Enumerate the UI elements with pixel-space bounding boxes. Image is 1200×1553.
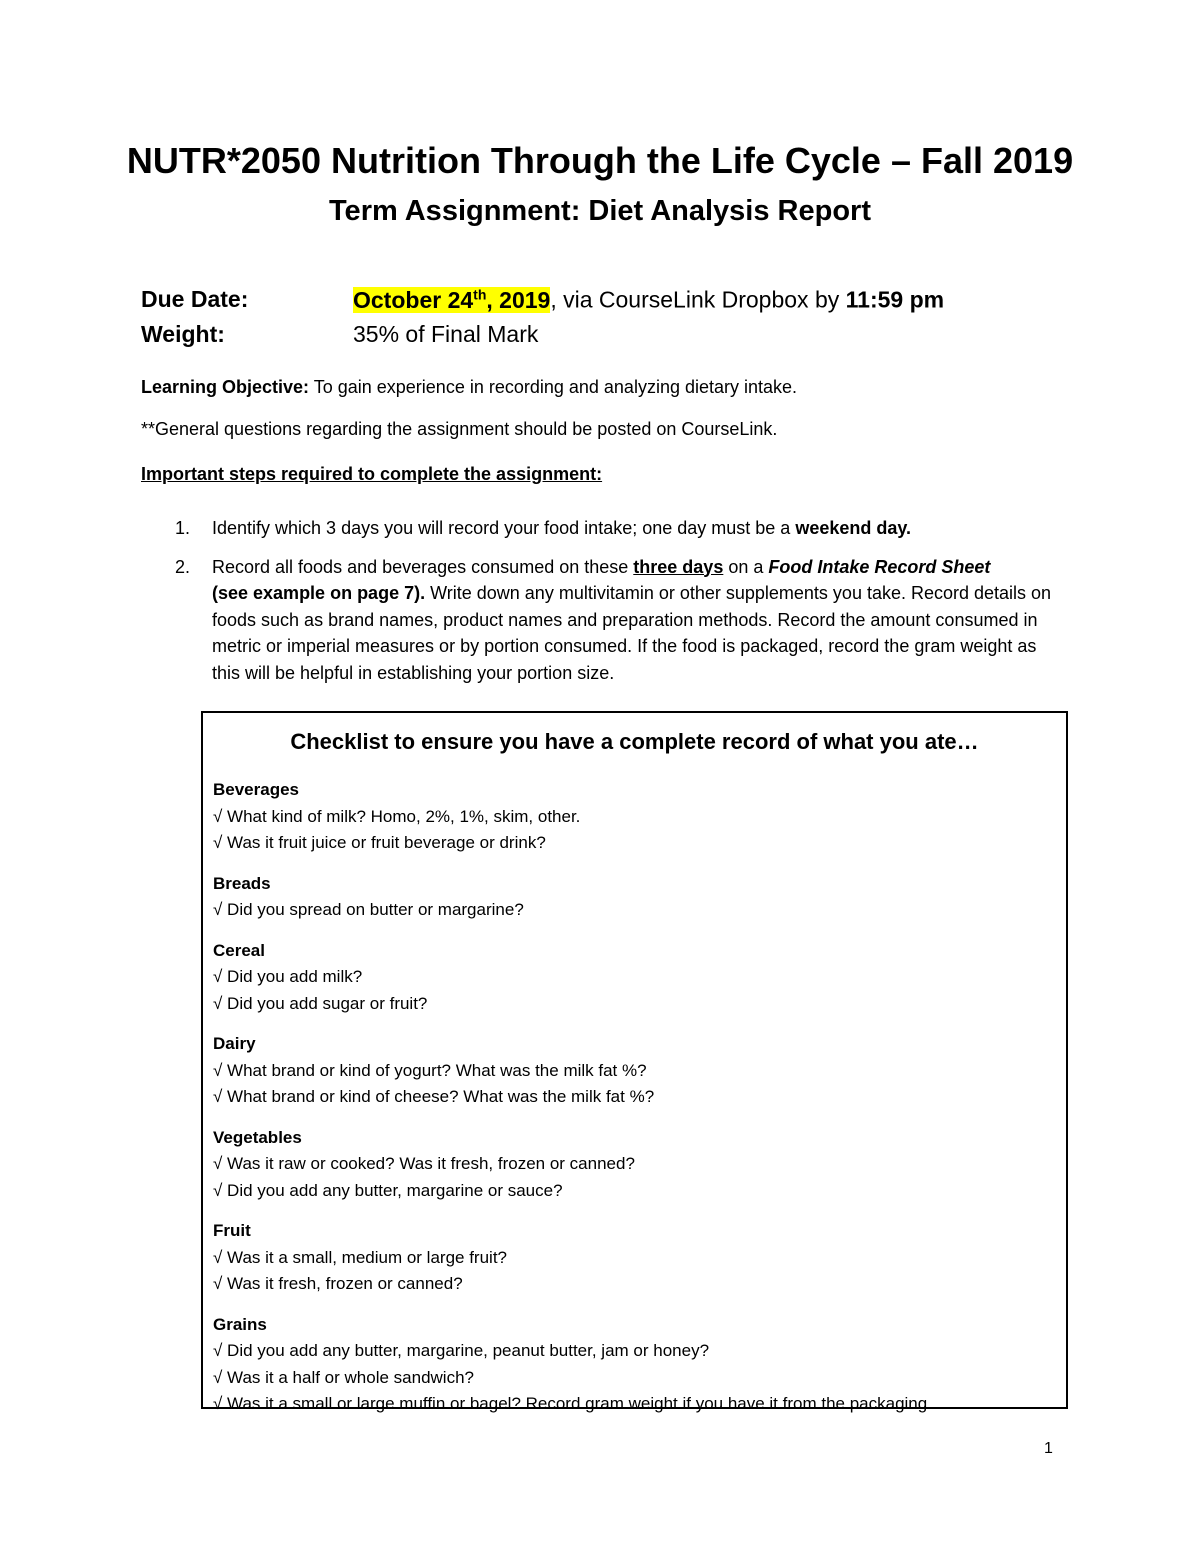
due-date-value xyxy=(353,286,944,314)
category-fruit xyxy=(213,1218,932,1298)
due-date-suffix: th xyxy=(473,286,487,302)
category-cereal xyxy=(213,938,932,1018)
step-text: on a xyxy=(723,556,769,577)
due-date-label: Due Date: xyxy=(141,286,249,312)
step-text-underline: three days xyxy=(633,556,724,577)
checklist-categories xyxy=(213,777,932,1418)
step-text-bold: (see example on page 7). xyxy=(212,583,426,603)
category-grains xyxy=(213,1312,932,1418)
due-date-rest: , via CourseLink Dropbox by xyxy=(550,286,846,313)
checklist-item: √ Did you spread on butter or margarine? xyxy=(213,900,524,919)
checklist-box xyxy=(201,711,1068,1413)
due-date-highlight xyxy=(353,287,550,313)
step-text-bold: weekend day. xyxy=(795,518,912,538)
category-name: Beverages xyxy=(213,780,300,799)
category-name: Dairy xyxy=(213,1034,256,1053)
category-dairy xyxy=(213,1031,932,1111)
checklist-item: √ Was it fresh, frozen or canned? xyxy=(213,1274,463,1293)
category-name: Cereal xyxy=(213,940,265,960)
checklist-item: √ What brand or kind of yogurt? What was the milk fat %? xyxy=(213,1060,647,1080)
step-item xyxy=(141,515,1061,542)
category-name: Vegetables xyxy=(213,1127,302,1147)
category-beverages xyxy=(213,777,932,857)
checklist-item: √ Was it fruit juice or fruit beverage or drink? xyxy=(213,833,546,852)
category-name: Breads xyxy=(213,873,271,893)
checklist-item: √ Did you add sugar or fruit? xyxy=(213,993,428,1013)
steps-heading-text: Important steps required to complete the assignment: xyxy=(141,464,603,484)
document-title: NUTR*2050 Nutrition Through the Life Cycle – Fall 2019 xyxy=(126,140,1074,181)
page-number: 1 xyxy=(1044,1440,1053,1457)
learning-objective xyxy=(141,377,797,398)
objective-label: Learning Objective: xyxy=(141,377,310,397)
checklist-item: √ Was it a small, medium or large fruit? xyxy=(213,1247,508,1267)
weight-value: 35% of Final Mark xyxy=(353,321,539,347)
steps-list xyxy=(141,515,1061,686)
step-text: Write down any multivitamin or other supplements you take. Record details on foods such as brand names, product names and preparation methods. Record the amount consumed in metric or imperial measures or by portion consumed. If the food is packaged, record the gram weight as this will be helpful in establishing your portion size. xyxy=(212,583,1052,683)
checklist-item: √ What kind of milk? Homo, 2%, 1%, skim, other. xyxy=(213,806,581,826)
checklist-title: Checklist to ensure you have a complete record of what you ate… xyxy=(290,729,979,754)
step-text-italic: Food Intake Record Sheet xyxy=(768,556,991,577)
steps-heading xyxy=(141,464,602,485)
step-text: Identify which 3 days you will record your food intake; one day must be a xyxy=(212,518,796,538)
due-time: 11:59 pm xyxy=(845,286,945,313)
due-date-year: , 2019 xyxy=(486,286,551,313)
category-name: Grains xyxy=(213,1314,267,1334)
objective-text: To gain experience in recording and analyzing dietary intake. xyxy=(309,377,798,397)
checklist-item: √ Was it a half or whole sandwich? xyxy=(213,1367,474,1387)
step-number: 2. xyxy=(175,556,191,577)
checklist-item: √ Did you add any butter, margarine or sauce? xyxy=(213,1180,563,1200)
step-text: Record all foods and beverages consumed on these xyxy=(212,556,634,577)
checklist-item: √ Did you add any butter, margarine, peanut butter, jam or honey? xyxy=(213,1341,710,1360)
step-item xyxy=(141,554,1061,687)
checklist-item: √ Did you add milk? xyxy=(213,967,363,986)
step-number: 1. xyxy=(175,518,191,538)
checklist-item: √ Was it a small or large muffin or bagel? Record gram weight if you have it from the packaging. xyxy=(213,1394,932,1413)
checklist-item: √ Was it raw or cooked? Was it fresh, frozen or canned? xyxy=(213,1154,635,1173)
weight-label: Weight: xyxy=(141,321,225,347)
category-breads xyxy=(213,871,932,924)
due-date-day: October 24 xyxy=(353,286,474,313)
checklist-item: √ What brand or kind of cheese? What was the milk fat %? xyxy=(213,1087,655,1106)
category-name: Fruit xyxy=(213,1221,251,1240)
general-note: **General questions regarding the assignment should be posted on CourseLink. xyxy=(141,419,778,439)
category-vegetables xyxy=(213,1125,932,1205)
document-subtitle: Term Assignment: Diet Analysis Report xyxy=(329,195,871,227)
